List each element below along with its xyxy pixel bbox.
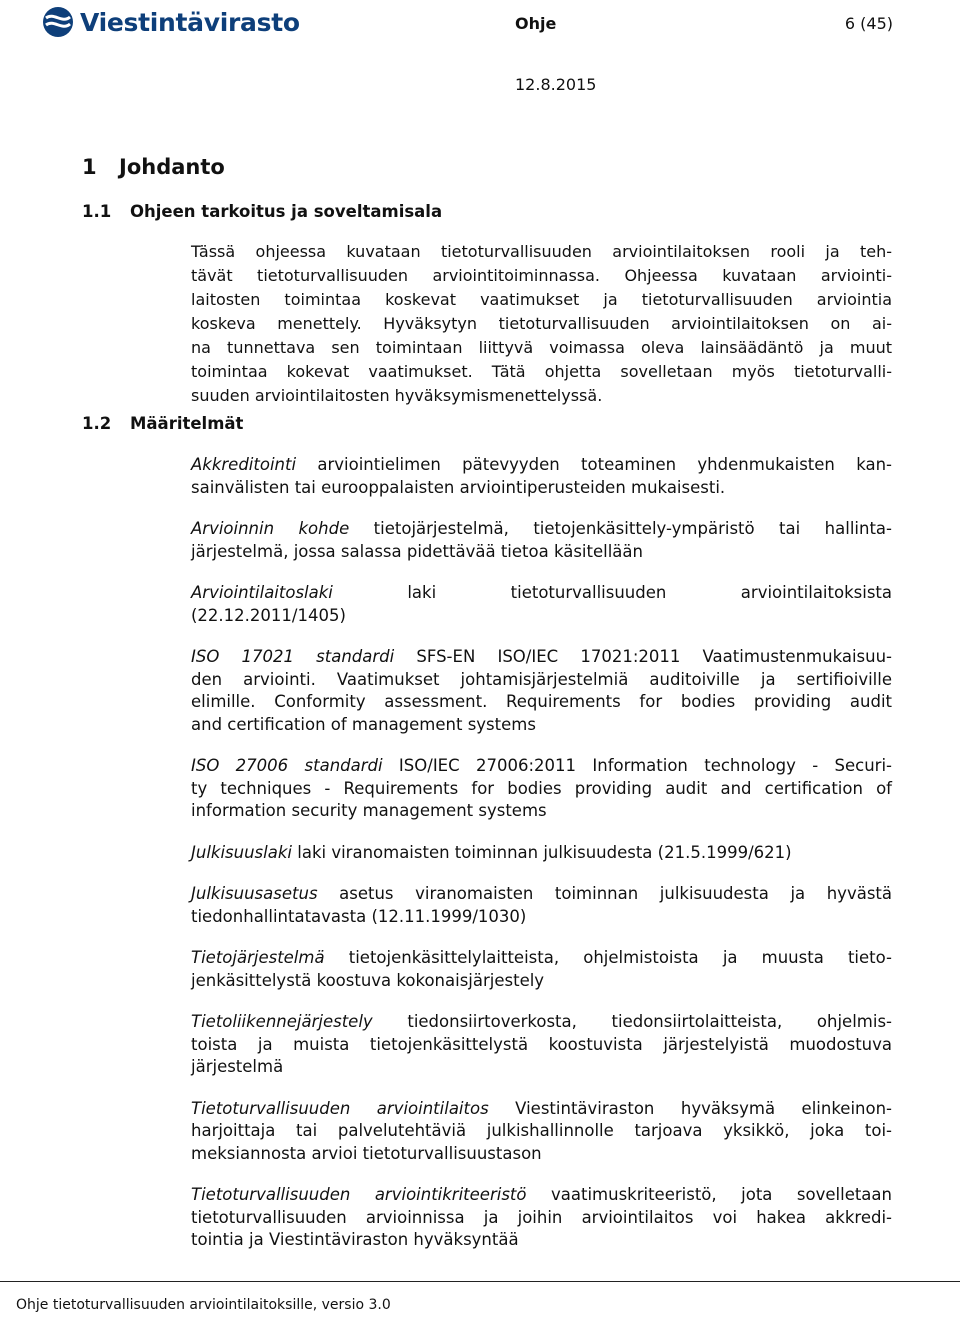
paragraph-line: na tunnettava sen toimintaan liittyvä voimassa oleva lainsäädäntö ja muut: [191, 338, 892, 357]
definition-item: [191, 454, 892, 499]
subsection-number: 1.2: [82, 414, 112, 433]
subsection-title: Ohjeen tarkoitus ja soveltamisala: [130, 202, 443, 221]
definition-line: tointia ja Viestintäviraston hyväksyntää: [191, 1230, 519, 1249]
definition-term: Tietoturvallisuuden arviointikriteeristö: [191, 1185, 527, 1204]
definition-line: [191, 582, 892, 605]
paragraph-line: koskeva menettely. Hyväksytyn tietoturvallisuuden arviointilaitoksen on ai-: [191, 314, 892, 333]
definition-term: Julkisuusasetus: [191, 884, 318, 903]
definition-item: [191, 755, 892, 823]
definition-term: ISO 17021 standardi: [191, 647, 395, 666]
definition-term: Arvioinnin kohde: [191, 519, 350, 538]
definition-line: [191, 454, 892, 477]
definition-line: jenkäsittelystä koostuva kokonaisjärjestely: [191, 970, 545, 990]
definition-term: Akkreditointi: [191, 455, 297, 474]
definition-line: [191, 755, 892, 778]
definition-item: [191, 1184, 892, 1252]
section-number: 1: [82, 155, 97, 179]
definition-item: [191, 1098, 892, 1166]
definition-line: ty techniques - Requirements for bodies providing audit and certification of: [191, 778, 892, 798]
definition-term: Tietoturvallisuuden arviointilaitos: [191, 1098, 489, 1118]
definition-line: [191, 947, 892, 970]
definition-item: [191, 947, 892, 992]
definition-item: [191, 1011, 892, 1079]
logo-text: Viestintävirasto: [80, 7, 300, 37]
definition-line: tiedonhallintatavasta (12.11.1999/1030): [191, 906, 527, 926]
subsection-title: Määritelmät: [130, 414, 244, 433]
agency-logo: [42, 2, 300, 42]
document-type: Ohje: [515, 14, 557, 33]
paragraph-line: suuden arviointilaitosten hyväksymismenettelyssä.: [191, 386, 603, 405]
definition-text: SFS-EN ISO/IEC 17021:2011 Vaatimustenmukaisuu-: [394, 647, 892, 666]
paragraph-line: tävät tietoturvallisuuden arviointitoiminnassa. Ohjeessa kuvataan arviointi-: [191, 266, 892, 285]
definition-term: Arviointilaitoslaki: [191, 583, 333, 602]
section-heading-1: [82, 155, 225, 179]
subsection-number: 1.1: [82, 202, 112, 221]
definitions-list: [191, 454, 892, 1271]
definition-line: harjoittaja tai palvelutehtäviä julkishallinnolle tarjoava yksikkö, joka toi-: [191, 1121, 892, 1140]
definition-line: information security management systems: [191, 801, 547, 820]
subsection-heading-1-2: [82, 414, 243, 433]
definition-text: tietojenkäsittelylaitteista, ohjelmistoista ja muusta tieto-: [324, 948, 892, 967]
definition-term: Tietoliikennejärjestely: [191, 1012, 373, 1031]
paragraph-line: Tässä ohjeessa kuvataan tietoturvallisuuden arviointilaitoksen rooli ja teh-: [191, 242, 892, 261]
paragraph-line: toimintaa kokevat vaatimukset. Tätä ohjetta sovelletaan myös tietoturvalli-: [191, 362, 892, 381]
definition-line: den arviointi. Vaatimukset johtamisjärjestelmiä auditoiville ja sertifioiville: [191, 669, 892, 689]
paragraph-line: laitosten toimintaa koskevat vaatimukset ja tietoturvallisuuden arviointia: [191, 290, 892, 309]
document-date: 12.8.2015: [515, 75, 597, 94]
subsection-heading-1-1: [82, 202, 442, 221]
definition-line: [191, 883, 892, 906]
definition-line: [191, 1098, 892, 1121]
definition-line: järjestelmä, jossa salassa pidettävää tietoa käsitellään: [191, 541, 643, 561]
definition-line: järjestelmä: [191, 1057, 284, 1076]
definition-line: and certification of management systems: [191, 714, 536, 734]
definition-item: [191, 883, 892, 928]
definition-line: elimille. Conformity assessment. Requirements for bodies providing audit: [191, 692, 892, 711]
definition-text: vaatimuskriteeristö, jota sovelletaan: [526, 1185, 892, 1204]
definition-line: [191, 1184, 892, 1207]
definition-line: meksiannosta arvioi tietoturvallisuustason: [191, 1143, 542, 1163]
definition-line: toista ja muista tietojenkäsittelystä koostuvista järjestelyistä muodostuva: [191, 1034, 892, 1054]
footer-divider: [0, 1281, 960, 1282]
definition-line: [191, 518, 892, 541]
definition-term: ISO 27006 standardi: [191, 756, 383, 775]
definition-text: laki viranomaisten toiminnan julkisuudesta (21.5.1999/621): [292, 842, 792, 862]
definition-text: ISO/IEC 27006:2011 Information technology - Securi-: [382, 756, 892, 775]
definition-line: [191, 646, 892, 669]
footer-text: Ohje tietoturvallisuuden arviointilaitoksille, versio 3.0: [16, 1297, 391, 1313]
definition-text: arviointielimen pätevyyden toteaminen yhdenmukaisten kan-: [296, 455, 892, 474]
definition-term: Tietojärjestelmä: [191, 948, 325, 967]
definition-text: asetus viranomaisten toiminnan julkisuudesta ja hyvästä: [317, 884, 892, 903]
definition-item: [191, 518, 892, 563]
definition-item: [191, 646, 892, 736]
definition-text: tiedonsiirtoverkosta, tiedonsiirtolaitteista, ohjelmis-: [372, 1012, 892, 1031]
definition-term: Julkisuuslaki: [191, 842, 292, 862]
definition-text: Viestintäviraston hyväksymä elinkeinon-: [488, 1098, 893, 1118]
definition-text: laki tietoturvallisuuden arviointilaitoksista: [332, 583, 892, 602]
definition-item: [191, 582, 892, 627]
definition-line: [191, 842, 892, 865]
definition-item: [191, 842, 892, 865]
section-title: Johdanto: [119, 155, 225, 179]
definition-line: tietoturvallisuuden arvioinnissa ja joihin arviointilaitos voi hakea akkredi-: [191, 1207, 892, 1227]
definition-line: [191, 1011, 892, 1034]
agency-logo-icon: [42, 6, 74, 38]
definition-line: (22.12.2011/1405): [191, 605, 346, 625]
definition-text: tietojärjestelmä, tietojenkäsittely-ympäristö tai hallinta-: [349, 519, 892, 538]
definition-line: sainvälisten tai eurooppalaisten arviointiperusteiden mukaisesti.: [191, 477, 726, 497]
page-number: 6 (45): [844, 14, 893, 33]
intro-paragraph: [191, 240, 892, 408]
